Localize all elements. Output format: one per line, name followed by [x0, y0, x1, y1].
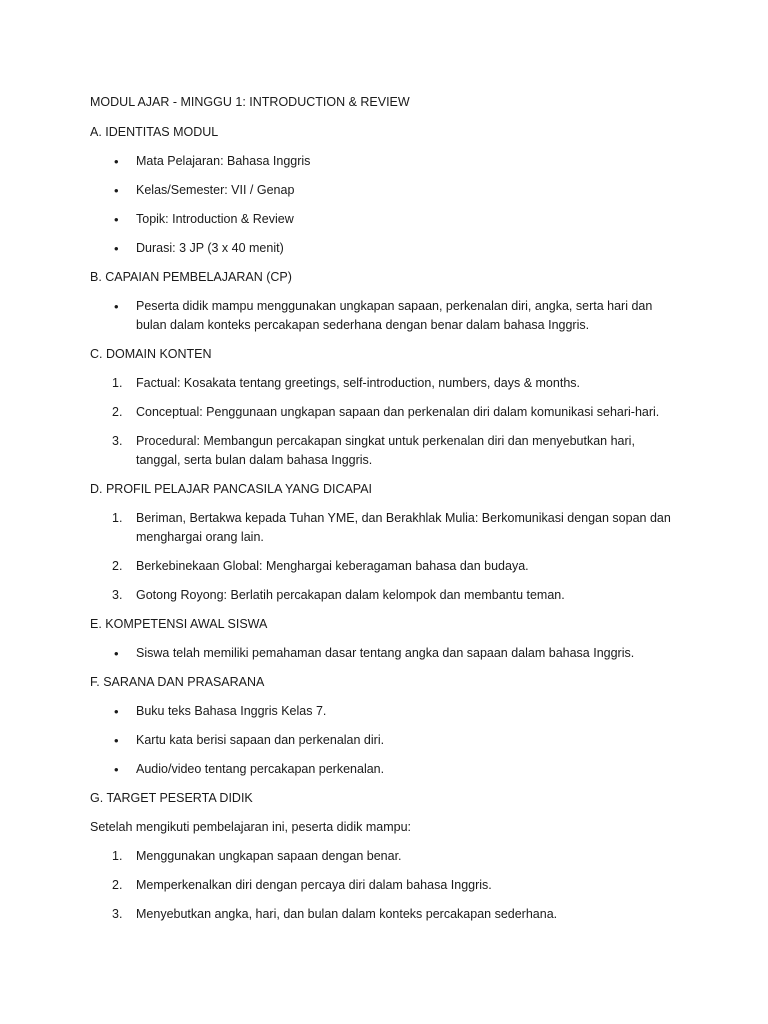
list-item — [90, 702, 680, 721]
list-item — [90, 847, 680, 866]
bullet-marker: • — [114, 646, 119, 661]
list-item-text: Memperkenalkan diri dengan percaya diri dalam bahasa Inggris. — [136, 878, 492, 892]
list-item-text: Menyebutkan angka, hari, dan bulan dalam konteks percakapan sederhana. — [136, 907, 558, 921]
list-item — [90, 760, 680, 779]
list-item-text: Topik: Introduction & Review — [136, 212, 294, 226]
section-b-list — [90, 297, 680, 335]
bullet-marker: • — [114, 299, 119, 314]
number-marker: 3. — [112, 588, 123, 602]
list-item — [90, 432, 680, 470]
list-item-text: Conceptual: Penggunaan ungkapan sapaan dan perkenalan diri dalam komunikasi sehari-hari. — [136, 405, 660, 419]
list-item-text: Durasi: 3 JP (3 x 40 menit) — [136, 241, 284, 255]
section-heading-f: F. SARANA DAN PRASARANA — [90, 675, 265, 689]
bullet-marker: • — [114, 154, 119, 169]
list-item — [90, 297, 680, 335]
list-item-text: Mata Pelajaran: Bahasa Inggris — [136, 154, 311, 168]
list-item — [90, 644, 680, 663]
list-item — [90, 210, 680, 229]
number-marker: 1. — [112, 511, 123, 525]
list-item — [90, 239, 680, 258]
section-g-intro: Setelah mengikuti pembelajaran ini, peserta didik mampu: — [90, 820, 412, 834]
bullet-marker: • — [114, 212, 119, 227]
number-marker: 2. — [112, 878, 123, 892]
document-page — [90, 93, 680, 934]
section-heading-b: B. CAPAIAN PEMBELAJARAN (CP) — [90, 270, 292, 284]
section-a-list — [90, 152, 680, 258]
bullet-marker: • — [114, 733, 119, 748]
list-item-text: Kartu kata berisi sapaan dan perkenalan diri. — [136, 733, 385, 747]
number-marker: 3. — [112, 907, 123, 921]
list-item-text: Peserta didik mampu menggunakan ungkapan sapaan, perkenalan diri, angka, serta hari dan bulan dalam konteks percakapan sederhana dengan benar dalam bahasa Inggris. — [136, 299, 653, 332]
document-title: MODUL AJAR - MINGGU 1: INTRODUCTION & REVIEW — [90, 95, 410, 109]
bullet-marker: • — [114, 704, 119, 719]
number-marker: 2. — [112, 559, 123, 573]
list-item-text: Menggunakan ungkapan sapaan dengan benar. — [136, 849, 402, 863]
section-heading-g: G. TARGET PESERTA DIDIK — [90, 791, 253, 805]
bullet-marker: • — [114, 183, 119, 198]
section-heading-e: E. KOMPETENSI AWAL SISWA — [90, 617, 268, 631]
list-item — [90, 152, 680, 171]
section-d-list — [90, 509, 680, 605]
list-item — [90, 374, 680, 393]
number-marker: 1. — [112, 376, 123, 390]
list-item — [90, 586, 680, 605]
section-heading-a: A. IDENTITAS MODUL — [90, 125, 219, 139]
list-item — [90, 557, 680, 576]
list-item-text: Factual: Kosakata tentang greetings, self-introduction, numbers, days & months. — [136, 376, 580, 390]
list-item — [90, 403, 680, 422]
list-item-text: Buku teks Bahasa Inggris Kelas 7. — [136, 704, 327, 718]
bullet-marker: • — [114, 241, 119, 256]
list-item-text: Procedural: Membangun percakapan singkat untuk perkenalan diri dan menyebutkan hari, tanggal, serta bulan dalam bahasa Inggris. — [136, 434, 635, 467]
list-item — [90, 905, 680, 924]
list-item-text: Berkebinekaan Global: Menghargai keberagaman bahasa dan budaya. — [136, 559, 529, 573]
section-heading-c: C. DOMAIN KONTEN — [90, 347, 212, 361]
section-heading-d: D. PROFIL PELAJAR PANCASILA YANG DICAPAI — [90, 482, 373, 496]
list-item-text: Beriman, Bertakwa kepada Tuhan YME, dan Berakhlak Mulia: Berkomunikasi dengan sopan dan menghargai orang lain. — [136, 511, 671, 544]
section-g-list — [90, 847, 680, 924]
list-item — [90, 181, 680, 200]
number-marker: 1. — [112, 849, 123, 863]
list-item — [90, 876, 680, 895]
section-f-list — [90, 702, 680, 779]
section-e-list — [90, 644, 680, 663]
list-item — [90, 731, 680, 750]
section-c-list — [90, 374, 680, 470]
bullet-marker: • — [114, 762, 119, 777]
number-marker: 2. — [112, 405, 123, 419]
list-item-text: Audio/video tentang percakapan perkenalan. — [136, 762, 385, 776]
list-item-text: Siswa telah memiliki pemahaman dasar tentang angka dan sapaan dalam bahasa Inggris. — [136, 646, 635, 660]
number-marker: 3. — [112, 434, 123, 448]
list-item-text: Gotong Royong: Berlatih percakapan dalam kelompok dan membantu teman. — [136, 588, 565, 602]
list-item-text: Kelas/Semester: VII / Genap — [136, 183, 295, 197]
list-item — [90, 509, 680, 547]
